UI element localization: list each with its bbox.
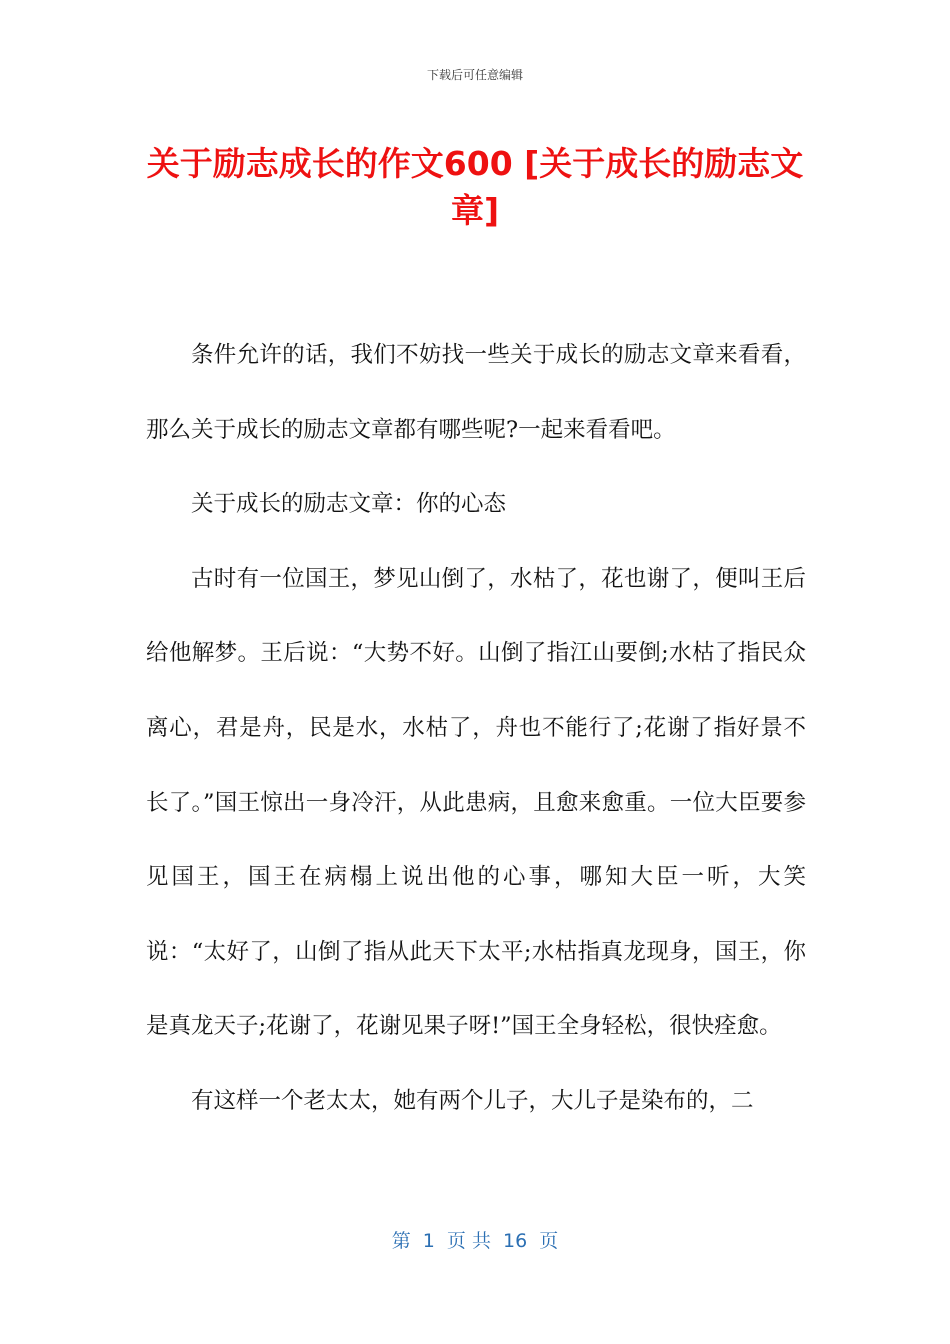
page-number-footer: 第 1 页 共 16 页	[391, 1230, 559, 1252]
paragraph: 关于成长的励志文章：你的心态	[191, 491, 507, 518]
document-title: 关于励志成长的作文600 [关于成长的励志文章]	[146, 144, 804, 230]
document-body	[146, 318, 806, 1139]
paragraph: 古时有一位国王，梦见山倒了，水枯了，花也谢了，便叫王后给他解梦。王后说：“大势不好。山倒了指江山要倒;水枯了指民众离心，君是舟，民是水，水枯了，舟也不能行了;花谢了指好景不长了。”国王惊出一身冷汗，从此患病，且愈来愈重。一位大臣要参见国王，国王在病榻上说出他的心事，哪知大臣一听，大笑说：“太好了，山倒了指从此天下太平;水枯指真龙现身，国王，你是真龙天子;花谢了，花谢见果子呀!”国王全身轻松，很快痊愈。	[146, 565, 806, 1040]
paragraph: 有这样一个老太太，她有两个儿子，大儿子是染布的，二	[191, 1087, 754, 1114]
paragraph: 条件允许的话，我们不妨找一些关于成长的励志文章来看看，那么关于成长的励志文章都有哪些呢?一起来看看吧。	[146, 342, 806, 443]
header-note: 下载后可任意编辑	[426, 68, 523, 82]
